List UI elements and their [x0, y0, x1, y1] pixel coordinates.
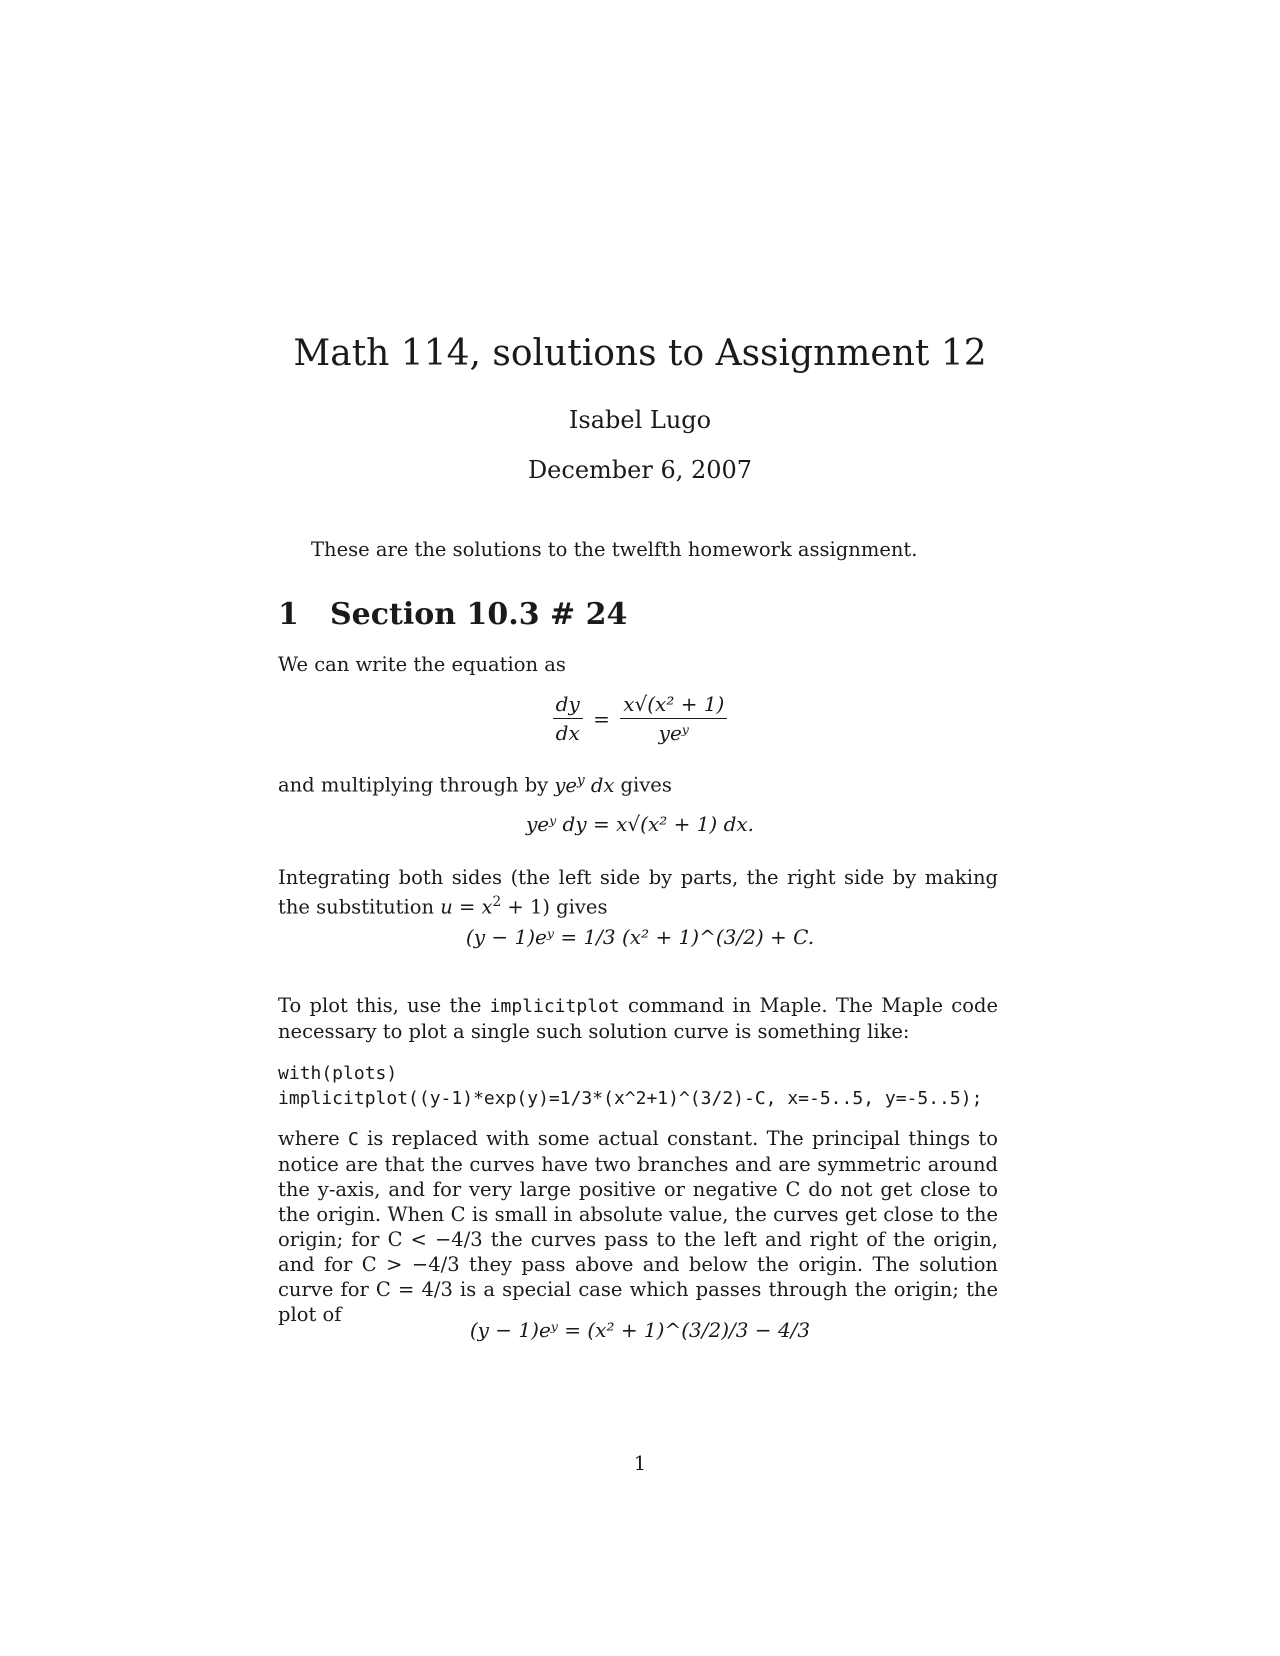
- author-name: Isabel Lugo: [568, 406, 712, 434]
- intro-paragraph: These are the solutions to the twelfth homework assignment.: [311, 538, 918, 561]
- paragraph-multiply: [278, 768, 998, 798]
- eq1-lhs-denominator: dx: [555, 721, 580, 745]
- p2-text: and multiplying through by $ye^y$ dx gives: [278, 772, 672, 797]
- document-title: Math 114, solutions to Assignment 12: [293, 333, 987, 374]
- p5-where: where: [278, 1127, 348, 1150]
- paragraph-equation-intro: We can write the equation as: [278, 653, 566, 676]
- page-number: 1: [633, 1452, 647, 1475]
- eq1-lhs-fraction: [553, 690, 583, 747]
- paragraph-plot: [278, 993, 998, 1044]
- section-title: Section 10.3 # 24: [330, 597, 628, 632]
- eq1-rhs-numerator: x√(x² + 1): [620, 690, 727, 719]
- document-date: December 6, 2007: [527, 456, 753, 484]
- equation-1: [0, 690, 1280, 747]
- eq1-rhs-fraction: [620, 690, 727, 747]
- equation-3: (y − 1)eʸ = 1/3 (x² + 1)^(3/2) + C.: [465, 925, 815, 949]
- paragraph-where: [278, 1126, 998, 1327]
- p5-rest: is replaced with some actual constant. The principal things to notice are that the curves have two branches and are symmetric around the y-axis, and for very large positive or negative C do not get close to the origin. When C is small in absolute value, the curves get close to the origin; for C < −4/3 the curves pass to the left and right of the origin, and for C > −4/3 they pass above and below the origin. The solution curve for C = 4/3 is a special case which passes through the origin; the plot of: [278, 1127, 998, 1326]
- eq1-rhs-denominator: yeʸ: [658, 721, 689, 745]
- paragraph-integrating: Integrating both sides (the left side by parts, the right side by making the substitution $u = x^2 + 1$) gives: [278, 866, 998, 919]
- code-line-2: implicitplot((y-1)*exp(y)=1/3*(x^2+1)^(3/2)-C, x=-5..5, y=-5..5);: [278, 1088, 983, 1109]
- p4-before-code: To plot this, use the: [278, 994, 490, 1017]
- section-heading: [278, 597, 627, 632]
- p4-code-word: implicitplot: [489, 996, 620, 1017]
- equation-4: (y − 1)eʸ = (x² + 1)^(3/2)/3 − 4/3: [469, 1318, 811, 1342]
- section-number: 1: [278, 597, 299, 632]
- p5-c: C: [347, 1129, 359, 1150]
- eq1-lhs-numerator: dy: [553, 690, 583, 719]
- p4-after-code: command in Maple. The Maple code necessary to plot a single such solution curve is something like:: [278, 994, 998, 1043]
- eq1-equals: =: [586, 706, 617, 731]
- equation-2: yeʸ dy = x√(x² + 1) dx.: [525, 812, 755, 836]
- code-line-1: with(plots): [278, 1063, 398, 1084]
